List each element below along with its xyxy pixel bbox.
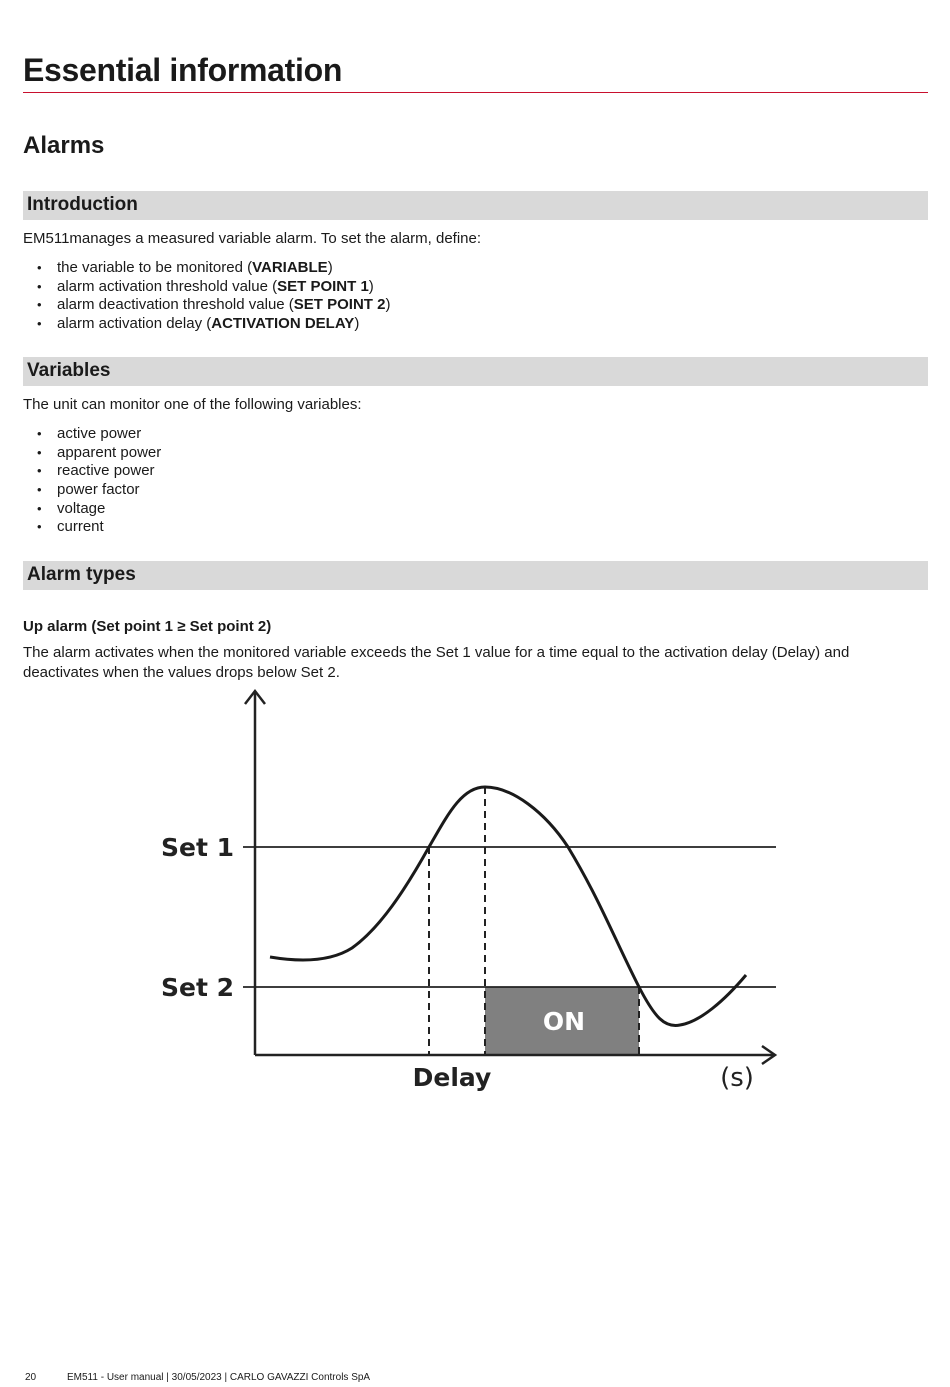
introduction-text: EM511manages a measured variable alarm. To set the alarm, define:	[23, 230, 482, 247]
up-alarm-description: The alarm activates when the monitored variable exceeds the Set 1 value for a time equal to the activation delay (Delay) and deactivates when the values drops below Set 2.	[23, 644, 850, 681]
list-item: • current	[23, 518, 161, 537]
list-item: • alarm activation delay (ACTIVATION DELAY)	[23, 315, 390, 334]
alarm-types-heading-band	[23, 561, 928, 590]
up-alarm-subheading: Up alarm (Set point 1 ≥ Set point 2)	[23, 618, 272, 635]
variables-list	[23, 425, 161, 537]
introduction-list	[23, 259, 390, 334]
section-title: Alarms	[23, 132, 105, 159]
variables-heading-band	[23, 357, 928, 386]
delay-label: Delay	[412, 1063, 492, 1092]
list-item: • power factor	[23, 481, 161, 500]
footer-text: EM511 - User manual | 30/05/2023 | CARLO GAVAZZI Controls SpA	[67, 1372, 371, 1383]
title-divider	[23, 92, 928, 93]
on-label: ON	[542, 1007, 586, 1036]
page-number: 20	[25, 1372, 37, 1383]
list-item: • apparent power	[23, 444, 161, 463]
alarm-types-heading: Alarm types	[27, 564, 136, 585]
variables-text: The unit can monitor one of the following variables:	[23, 396, 362, 413]
list-item: • the variable to be monitored (VARIABLE)	[23, 259, 390, 278]
set1-label: Set 1	[160, 833, 234, 862]
variables-heading: Variables	[27, 360, 111, 381]
list-item: • voltage	[23, 500, 161, 519]
introduction-heading: Introduction	[27, 194, 138, 215]
up-alarm-diagram	[0, 680, 950, 1110]
list-item: • active power	[23, 425, 161, 444]
set2-label: Set 2	[160, 973, 234, 1002]
time-unit-label: (s)	[720, 1063, 754, 1093]
list-item: • reactive power	[23, 462, 161, 481]
introduction-heading-band	[23, 191, 928, 220]
page-title: Essential information	[23, 52, 343, 88]
list-item: • alarm deactivation threshold value (SET POINT 2)	[23, 296, 390, 315]
list-item: • alarm activation threshold value (SET POINT 1)	[23, 278, 390, 297]
page-footer	[25, 1372, 370, 1383]
